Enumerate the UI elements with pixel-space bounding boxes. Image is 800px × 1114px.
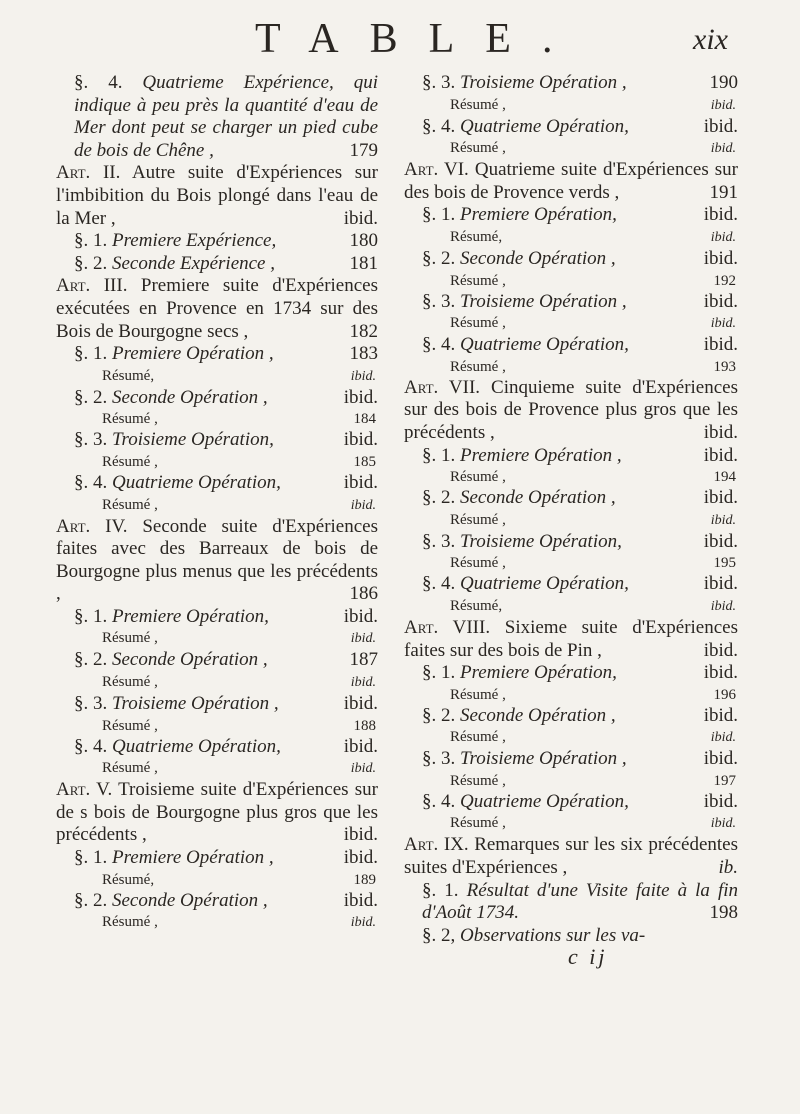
resume-line: Résumé, ibid. [450, 228, 736, 245]
toc-entry: §. 1. Premiere Opération , ibid. Résumé , 194 [422, 444, 738, 486]
resume-line: Résumé , 195 [450, 555, 736, 572]
article-text: Quatrieme suite d'Expériences sur des bois de Provence verds , [404, 159, 738, 203]
resume-line: Résumé , ibid. [450, 815, 736, 832]
page-ref: ib. [718, 857, 738, 879]
article-text: Sixieme suite d'Expériences faites sur des bois de Pin , [404, 616, 738, 661]
article-text: Remarques sur les six précédentes suites d'Expériences , [404, 834, 739, 879]
toc-entry: §. 2. Seconde Opération , ibid. Résumé , 184 [74, 386, 378, 428]
toc-entry: §. 2. Seconde Opération , ibid. Résumé , ibid. [404, 487, 738, 531]
resume-line: Résumé, ibid. [450, 597, 736, 614]
toc-entry: §. 4. Quatrieme Opération, ibid. Résumé , 193 [422, 334, 738, 375]
resume-line: Résumé , 197 [450, 772, 736, 789]
article-label: Art. V. [56, 779, 113, 801]
toc-entry: §. 2. Seconde Opération , 187 Résumé , ibid. [56, 649, 378, 693]
article-text: Troisieme suite d'Expériences sur de s bois de Bourgogne plus gros que les précédents , [56, 779, 378, 846]
article-text: Autre suite d'Expériences sur l'imbibition du Bois plongé dans l'eau de la Mer , [56, 162, 378, 229]
toc-entry: §. 2. Seconde Opération , ibid. Résumé , 192 [422, 247, 738, 289]
article-label: Art. IV. [56, 515, 128, 537]
toc-entry: §. 2. Seconde Expérience , 181 [74, 252, 378, 274]
toc-entry [56, 72, 378, 162]
article-label: Art. VI. [404, 159, 469, 181]
toc-entry: §. 2, Observations sur les va- [422, 924, 646, 946]
section-number: §. 4. [74, 72, 123, 93]
resume-line: Résumé , 185 [102, 453, 376, 470]
resume-line: Résumé , 194 [450, 469, 736, 486]
resume-line: Résumé , ibid. [450, 140, 736, 157]
toc-entry: §. 1. Premiere Opération , ibid. Résumé, 189 [74, 847, 378, 888]
article-label: Art. VII. [404, 376, 481, 398]
running-head [0, 14, 800, 64]
toc-article [56, 162, 378, 230]
resume-line: Résumé , ibid. [450, 96, 736, 113]
toc-entry: §. 1. Premiere Opération, ibid. Résumé , ibid. [56, 606, 378, 650]
article-text: Seconde suite d'Expériences faites avec des Barreaux de bois de Bourgogne plus menus que les précédents , [56, 515, 379, 605]
toc-entry: §. 3. Troisieme Opération , ibid. Résumé , ibid. [404, 291, 738, 335]
toc-entry: §. 1. Premiere Opération, ibid. Résumé , 196 [422, 662, 738, 703]
article-label: Art. IX. [404, 834, 469, 856]
article-text: Premiere suite d'Expériences exécutées en Provence en 1734 sur des Bois de Bourgogne secs , [56, 275, 378, 342]
toc-entry: §. 3. Troisieme Opération , ibid. Résumé , 188 [74, 693, 378, 734]
resume-line: Résumé, ibid. [102, 367, 376, 384]
resume-line: Résumé , ibid. [450, 729, 736, 746]
page-ref: ibid. [343, 207, 378, 229]
resume-line: Résumé , ibid. [102, 496, 376, 513]
article-text: Cinquieme suite d'Expériences sur des bois de Provence plus gros que les précédents , [404, 376, 738, 443]
section-title: Quatrieme Expérience, qui indique à peu près la quantité d'eau de Mer dont peut se charger un pied cube de bois de Chêne , [74, 72, 379, 161]
toc-article [56, 779, 378, 847]
toc-article [404, 377, 738, 445]
page-ref: 182 [349, 320, 378, 342]
resume-line: Résumé , 184 [102, 411, 376, 428]
article-label: Art. VIII. [404, 616, 491, 638]
toc-article [404, 834, 738, 879]
toc-entry: §. 3. Troisieme Opération, ibid. Résumé , 185 [74, 429, 378, 470]
page-ref: 181 [349, 252, 378, 274]
resume-line: Résumé , ibid. [102, 914, 376, 931]
resume-line: Résumé , 188 [102, 717, 376, 734]
article-label: Art. III. [56, 275, 128, 297]
section-title: Seconde Expérience , [112, 252, 275, 274]
toc-entry: §. 4. Quatrieme Opération, ibid. Résumé , ibid. [56, 472, 378, 516]
page-ref: 179 [349, 139, 378, 161]
resume-line: Résumé , 192 [450, 272, 736, 289]
resume-line: Résumé, 189 [102, 871, 376, 888]
toc-entry: §. 1. Premiere Opération , 183 Résumé, ibid. [56, 343, 378, 387]
resume-line: Résumé , ibid. [102, 630, 376, 647]
page-number: xix [693, 23, 728, 56]
toc-entry: §. 4. Quatrieme Opération, ibid. Résumé , ibid. [56, 736, 378, 780]
resume-line: Résumé , ibid. [102, 674, 376, 691]
resume-line: Résumé , 196 [450, 686, 736, 703]
toc-entry: §. 4. Quatrieme Opération, ibid. Résumé , ibid. [404, 791, 738, 835]
page-ref: 186 [349, 583, 378, 605]
page-ref: 180 [349, 230, 378, 252]
toc-entry: §. 1. Résultat d'une Visite faite à la fin d'Août 1734. 198 [422, 879, 739, 924]
toc-article [56, 516, 378, 606]
page-ref: 191 [709, 181, 738, 203]
toc-article [404, 159, 738, 204]
toc-article [404, 617, 738, 662]
signature-mark: c ij [568, 944, 608, 969]
resume-line: Résumé , ibid. [102, 760, 376, 777]
toc-entry: §. 2. Seconde Opération , ibid. Résumé , ibid. [56, 890, 378, 934]
page-ref: ibid. [703, 421, 738, 443]
resume-line: Résumé , ibid. [450, 511, 736, 528]
resume-line: Résumé , ibid. [450, 315, 736, 332]
page-ref: ibid. [703, 639, 738, 661]
toc-entry: §. 4. Quatrieme Opération, ibid. Résumé, ibid. [404, 573, 738, 617]
left-column [56, 72, 378, 933]
resume-line: Résumé , 193 [450, 358, 736, 375]
toc-article [56, 275, 378, 343]
toc-entry: §. 2. Seconde Opération , ibid. Résumé , ibid. [404, 705, 738, 749]
toc-entry: §. 3. Troisieme Opération, ibid. Résumé , 195 [422, 530, 738, 572]
article-label: Art. II. [56, 162, 121, 184]
toc-entry: §. 1. Premiere Expérience, 180 [74, 230, 378, 252]
page-heading: TABLE. [255, 16, 584, 62]
toc-entry: §. 4. Quatrieme Opération, ibid. Résumé , ibid. [404, 116, 738, 160]
right-column [404, 72, 738, 947]
page-ref: ibid. [343, 824, 378, 846]
toc-entry: §. 3. Troisieme Opération , 190 Résumé , ibid. [404, 72, 738, 116]
toc-entry: §. 3. Troisieme Opération , ibid. Résumé , 197 [422, 748, 738, 789]
section-title: Premiere Expérience, [112, 230, 277, 252]
toc-entry: §. 1. Premiere Opération, ibid. Résumé, ibid. [404, 204, 738, 248]
